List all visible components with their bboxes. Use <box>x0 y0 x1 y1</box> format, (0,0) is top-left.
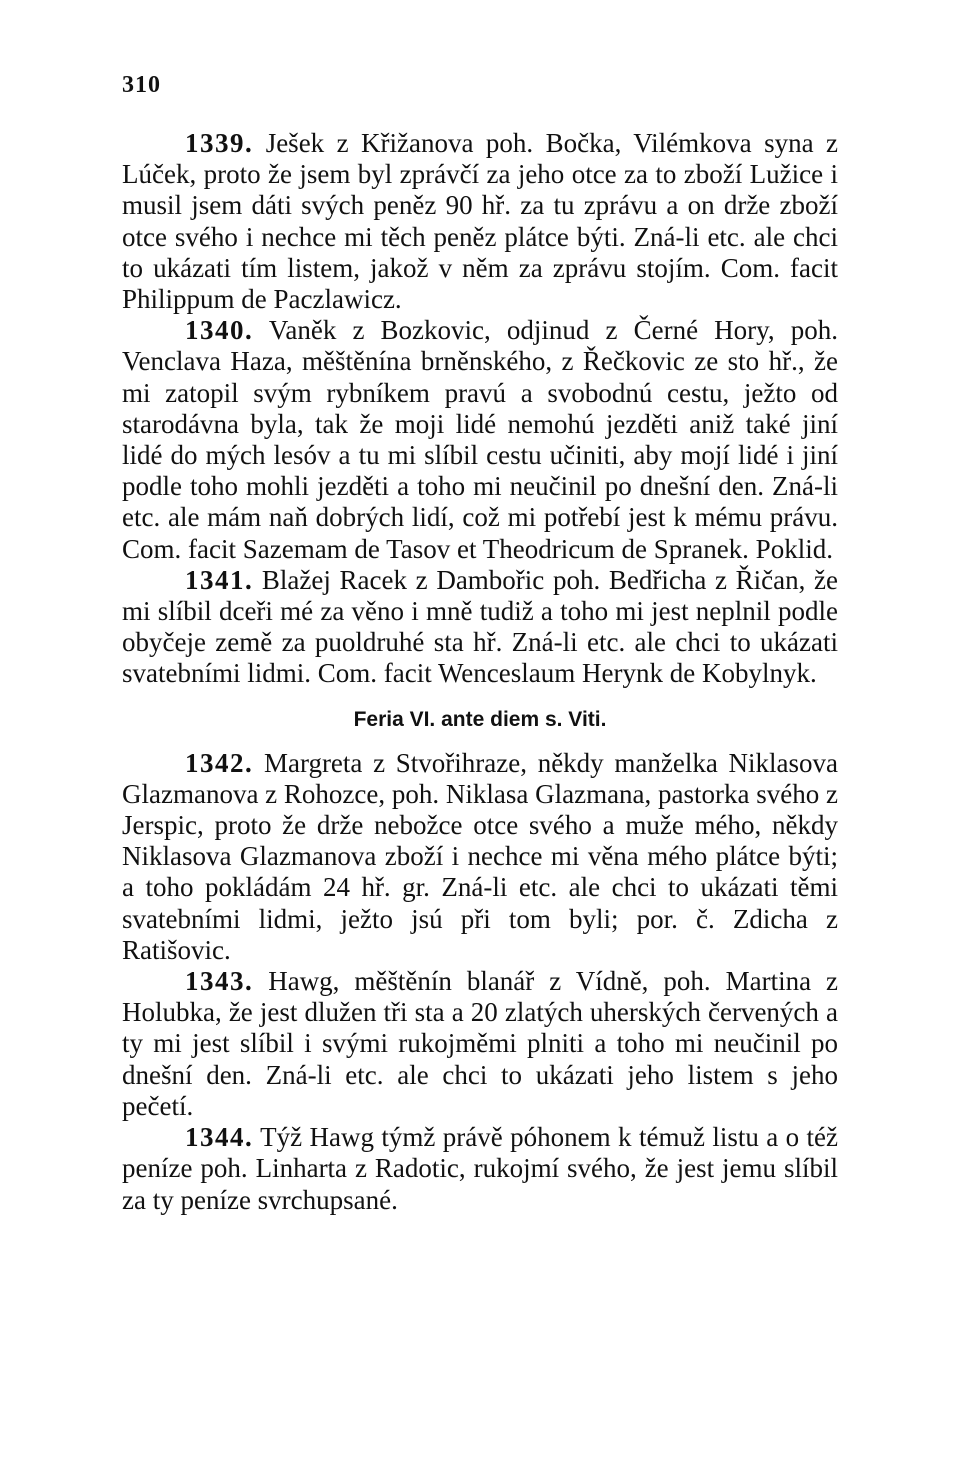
entry-number: 1339. <box>185 128 254 158</box>
entry-number: 1342. <box>185 747 254 778</box>
entry-text: Blažej Racek z Dambořic poh. Bedřicha z Řičan, že mi slíbil dceři mé za věno i mně tudiž a toho mi jest neplnil podle obyčeje země za puoldruhé sta hř. Zná-li etc. ale chci to ukázati svatebními lidmi. Com. facit Wenceslaum Herynk de Kobylnyk. <box>122 564 838 689</box>
entry-text: Margreta z Stvořihraze, někdy manželka Niklasova Glazmanova z Rohozce, poh. Niklasa Glazmana, pastorka svého z Jerspic, proto že drže nebožce otce svého a muže mého, někdy Niklasova Glazmanova zboží i nechce mi věna mého plátce býti; a toho pokládám 24 hř. gr. Zná-li etc. ale chci to ukázati těmi svatebními lidmi, ježto jsú při tom byli; por. č. Zdicha z Ratišovic. <box>122 747 838 965</box>
entry-1344 <box>122 1122 838 1216</box>
entry-number: 1343. <box>185 966 254 997</box>
entry-number: 1341. <box>185 564 254 595</box>
entry-1342 <box>122 748 838 966</box>
entry-number: 1340. <box>185 315 254 346</box>
entry-1339 <box>122 128 838 315</box>
section-heading: Feria VI. ante diem s. Viti. <box>353 707 607 731</box>
main-text <box>122 128 838 1216</box>
entry-1340 <box>122 315 838 565</box>
entry-number: 1344. <box>185 1122 254 1153</box>
entry-text: Týž Hawg týmž právě póhonem k témuž listu a o též peníze poh. Linharta z Radotic, rukojmí svého, že jest jemu slíbil za ty peníze svrchupsané. <box>122 1122 838 1215</box>
page-number: 310 <box>122 72 161 98</box>
entry-text: Vaněk z Bozkovic, odjinud z Černé Hory, poh. Venclava Haza, měštěnína brněnského, z Řečkovic ze sto hř., že mi zatopil svým rybníkem pravú a svobodnú cestu, ježto od starodávna byla, tak že moji lidé nemohú jezděti aniž také jiní lidé do mých lesóv a tu mi slíbil cestu učiniti, aby mojí lidé i jiní podle toho mohli jezděti a toho mi neučinil po dnešní den. Zná-li etc. ale mám naň dobrých lidí, což mi potřebí jest k mému právu. Com. facit Sazemam de Tasov et Theodricum de Spranek. Poklid. <box>122 315 838 564</box>
entry-text: Hawg, měštěnín blanář z Vídně, poh. Martina z Holubka, že jest dlužen tři sta a 20 zlatých uherských červených a ty mi jest slíbil i svými rukojměmi plniti a toho mi neučinil po dnešní den. Zná-li etc. ale chci to ukázati jeho listem s jeho pečetí. <box>122 966 838 1121</box>
entry-1341 <box>122 565 838 690</box>
entry-1343 <box>122 966 838 1122</box>
entry-text: Ješek z Křižanova poh. Bočka, Vilémkova syna z Lúček, proto že jsem byl zprávčí za jeho otce za to zboží Lužice i musil jsem dáti svých peněz 90 hř. za tu zprávu a on drže zboží otce svého i nechce mi těch peněz plátce býti. Zná-li etc. ale chci to ukázati tím listem, jakož v něm za zprávu stojím. Com. facit Philippum de Paczlawicz. <box>122 128 838 315</box>
